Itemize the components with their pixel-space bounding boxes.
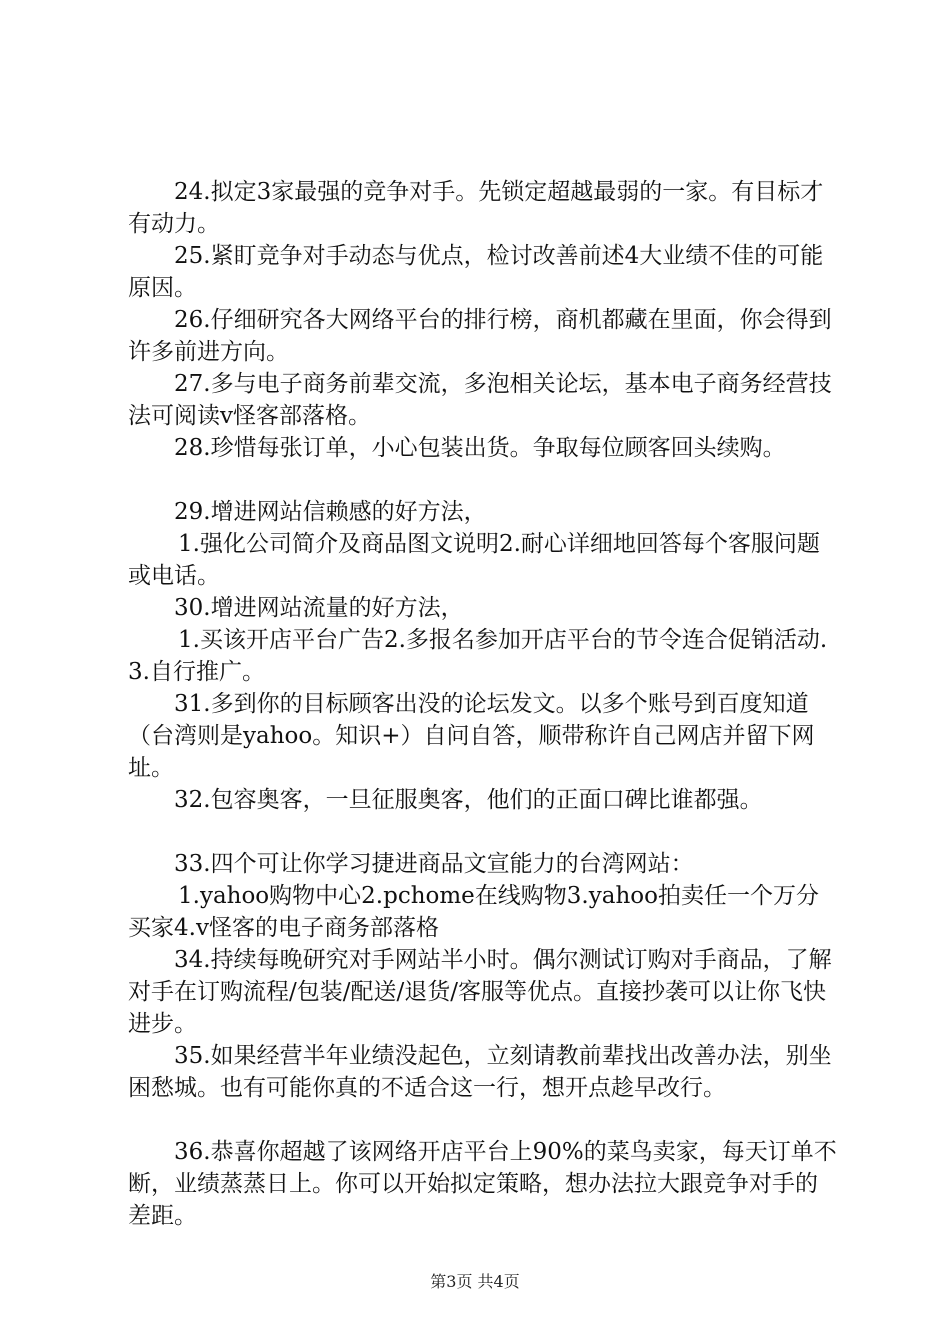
- paragraph-27: 27.多与电子商务前辈交流，多泡相关论坛，基本电子商务经营技法可阅读v怪客部落格。: [128, 371, 832, 429]
- paragraph-24: 24.拟定3家最强的竞争对手。先锁定超越最弱的一家。有目标才有动力。: [128, 179, 824, 237]
- paragraph-25: 25.紧盯竞争对手动态与优点，检讨改善前述4大业绩不佳的可能原因。: [128, 243, 824, 301]
- paragraph-32: 32.包容奥客，一旦征服奥客，他们的正面口碑比谁都强。: [174, 787, 763, 813]
- paragraph-30: 30.增进网站流量的好方法，: [174, 595, 464, 621]
- paragraph-30-detail: 1.买该开店平台广告2.多报名参加开店平台的节令连合促销活动.3.自行推广。: [128, 627, 828, 685]
- paragraph-gap: [128, 1104, 840, 1136]
- paragraph-33: 33.四个可让你学习捷进商品文宣能力的台湾网站：: [174, 851, 694, 877]
- paragraph-36: 36.恭喜你超越了该网络开店平台上90%的菜鸟卖家，每天订单不断，业绩蒸蒸日上。你可以开始拟定策略，想办法拉大跟竞争对手的差距。: [128, 1139, 837, 1229]
- paragraph-34: 34.持续每晚研究对手网站半小时。偶尔测试订购对手商品，了解对手在订购流程/包装/配送/退货/客服等优点。直接抄袭可以让你飞快进步。: [128, 947, 832, 1037]
- paragraph-gap: [128, 816, 840, 848]
- paragraph-29: 29.增进网站信赖感的好方法，: [174, 499, 487, 525]
- paragraph-29-detail: 1.强化公司简介及商品图文说明2.耐心详细地回答每个客服问题或电话。: [128, 531, 820, 589]
- paragraph-35: 35.如果经营半年业绩没起色，立刻请教前辈找出改善办法，别坐困愁城。也有可能你真的不适合这一行，想开点趁早改行。: [128, 1043, 832, 1101]
- paragraph-gap: [128, 464, 840, 496]
- document-body: [128, 176, 840, 1232]
- paragraph-33-detail: 1.yahoo购物中心2.pchome在线购物3.yahoo拍卖任一个万分买家4.v怪客的电子商务部落格: [128, 883, 819, 941]
- page-footer: 第3页 共4页: [430, 1272, 520, 1291]
- paragraph-26: 26.仔细研究各大网络平台的排行榜，商机都藏在里面，你会得到许多前进方向。: [128, 307, 832, 365]
- paragraph-31: 31.多到你的目标顾客出没的论坛发文。以多个账号到百度知道（台湾则是yahoo。知识+）自问自答，顺带称许自己网店并留下网址。: [128, 691, 815, 781]
- paragraph-28: 28.珍惜每张订单，小心包装出货。争取每位顾客回头续购。: [174, 435, 786, 461]
